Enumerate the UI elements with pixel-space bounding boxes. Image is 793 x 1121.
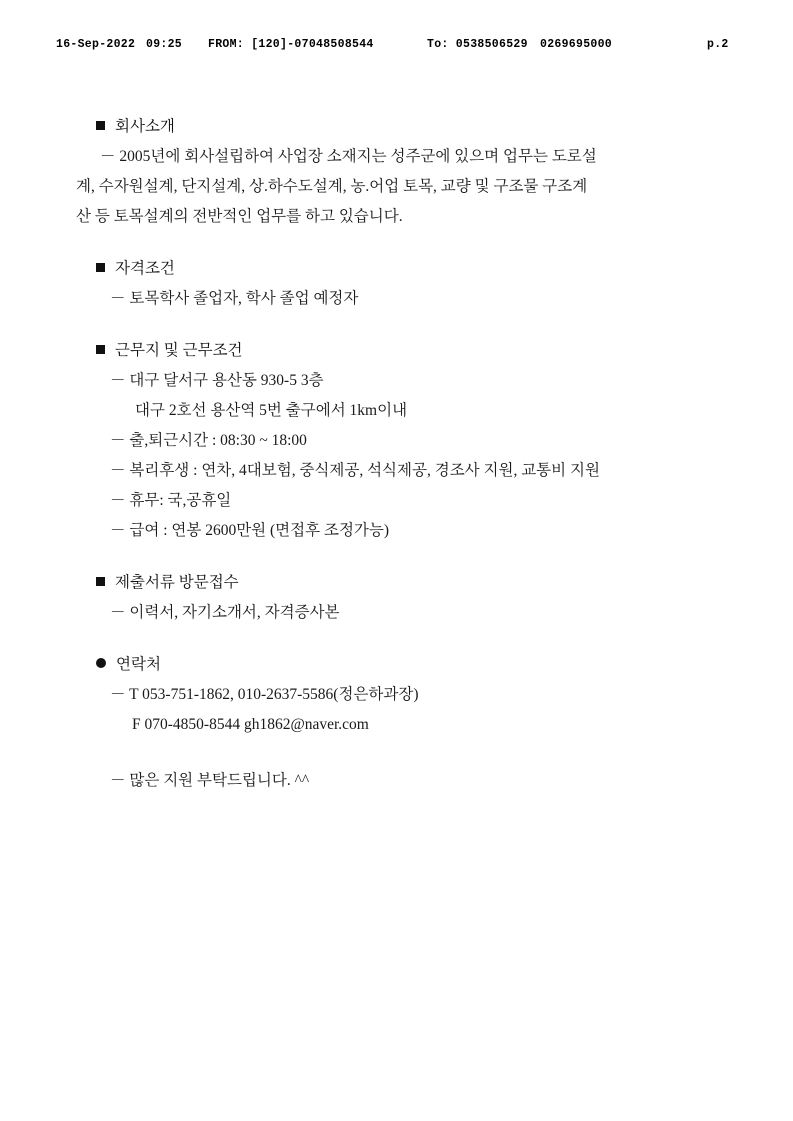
fax-header-number: 0269695000 — [540, 38, 613, 51]
document-body — [0, 112, 793, 796]
section-heading — [0, 650, 793, 680]
bullet-line: － 휴무: 국,공휴일 — [110, 492, 232, 509]
section-heading-text: 자격조건 — [115, 260, 175, 277]
paragraph-line: － 2005년에 회사설립하여 사업장 소재지는 성주군에 있으며 업무는 도로설 — [100, 148, 597, 165]
paragraph-line: 산 등 토목설계의 전반적인 업무를 하고 있습니다. — [76, 208, 403, 225]
contact-fax-email-line: F 070-4850-8544 gh1862@naver.com — [132, 716, 369, 733]
section-closing — [0, 766, 793, 796]
bullet-line: － 급여 : 연봉 2600만원 (면접후 조정가능) — [110, 522, 390, 539]
section-heading — [0, 568, 793, 598]
fax-header-page: p.2 — [707, 38, 729, 51]
square-bullet-icon — [96, 577, 105, 586]
square-bullet-icon — [96, 121, 105, 130]
spacer — [0, 314, 793, 336]
section-heading — [0, 254, 793, 284]
bullet-line: － 대구 달서구 용산동 930-5 3층 — [110, 372, 324, 389]
spacer — [0, 740, 793, 766]
fax-header-date: 16-Sep-2022 — [56, 38, 136, 51]
section-qualifications — [0, 254, 793, 314]
section-heading-text: 근무지 및 근무조건 — [115, 342, 243, 359]
spacer — [0, 628, 793, 650]
contact-phone-line: － T 053-751-1862, 010-2637-5586(정은하과장) — [110, 686, 419, 703]
fax-header — [0, 38, 793, 54]
bullet-line: － 출,퇴근시간 : 08:30 ~ 18:00 — [110, 432, 307, 449]
section-heading-text: 회사소개 — [115, 118, 175, 135]
section-contact — [0, 650, 793, 740]
bullet-line: － 토목학사 졸업자, 학사 졸업 예정자 — [110, 290, 359, 307]
circle-bullet-icon — [96, 658, 106, 668]
square-bullet-icon — [96, 263, 105, 272]
closing-line: － 많은 지원 부탁드립니다. ^^ — [110, 772, 310, 789]
section-documents — [0, 568, 793, 628]
section-heading-text: 연락처 — [116, 656, 161, 673]
sub-line: 대구 2호선 용산역 5번 출구에서 1km이내 — [135, 402, 408, 419]
fax-header-time: 09:25 — [146, 38, 183, 51]
paragraph-line: 계, 수자원설계, 단지설계, 상.하수도설계, 농.어업 토목, 교량 및 구조물 구조계 — [76, 178, 588, 195]
section-heading — [0, 336, 793, 366]
fax-header-from: FROM: [120]-07048508544 — [208, 38, 374, 51]
bullet-line: － 복리후생 : 연차, 4대보험, 중식제공, 석식제공, 경조사 지원, 교통비 지원 — [110, 462, 600, 479]
section-heading — [0, 112, 793, 142]
spacer — [0, 546, 793, 568]
bullet-line: － 이력서, 자기소개서, 자격증사본 — [110, 604, 340, 621]
section-heading-text: 제출서류 방문접수 — [115, 574, 239, 591]
square-bullet-icon — [96, 345, 105, 354]
section-work-conditions — [0, 336, 793, 546]
fax-header-to: To: 0538506529 — [427, 38, 528, 51]
spacer — [0, 232, 793, 254]
section-company-intro — [0, 112, 793, 232]
